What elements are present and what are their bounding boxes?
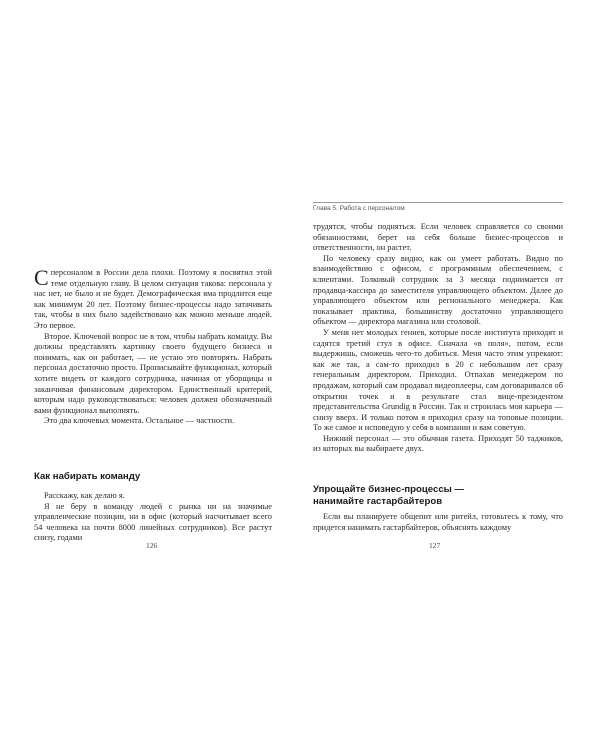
paragraph: Это два ключевых момента. Остальное — частности. xyxy=(44,416,235,426)
paragraph: У меня нет молодых гениев, которые после института приходят и садятся третий стул в офисе. Сначала «в поля», потом, если выдержишь, сможешь чего-то добиться. Меня часто этим упрекают: как же так, а сам-то приходил в 20 с небольшим лет сразу генеральным директором. Приходил. Отпахав менеджером по продажам, который сам продавал видеоплееры, сам договаривался об открытии точек и в результате стал вице-президентом представительства Grundig в России. Так и строилась моя карьера — снизу вверх. И только потом я приходил сразу на топовые позиции. То же самое и исповедую у себя в компании и вам советую. xyxy=(313,327,563,433)
page-number: 127 xyxy=(429,541,441,550)
paragraph: По человеку сразу видно, как он умеет работать. Видно по взаимодействию с офисом, с программным обеспечением, с клиентами. Толковый сотрудник за 3 месяца поднимается от продавца-кассира до заместителя управляющего объектом. Далее до управляющего объектом или регионального менеджера. Как показывает практика, большинству достаточно управляющего объектом — директора магазина или столовой. xyxy=(313,253,563,327)
intro-paragraph xyxy=(34,265,272,332)
running-head: Глава 5. Работа с персоналом xyxy=(313,202,563,212)
paragraph: Второе. Ключевой вопрос не в том, чтобы набрать команду. Вы должны представлять картинку своего будущего бизнеса и понимать, как он работает, — не устаю это повторять. Набрать персонал достаточно просто. Прописывайте функционал, который хотите видеть от каждого сотрудника, начиная от уборщицы и заканчивая финансовым директором. Единственный критерий, которым надо руководствоваться: человек должен обозначенный вами функционал выполнять. xyxy=(34,331,272,415)
left-body-text-2 xyxy=(34,491,272,544)
right-page xyxy=(300,0,600,750)
section-heading: Как набирать команду xyxy=(34,471,141,482)
left-body-text xyxy=(34,265,272,427)
paragraph: Нижний персонал — это обычная газета. Приходят 50 таджиков, из которых вы выбираете двух. xyxy=(313,433,563,454)
paragraph: Расскажу, как делаю я. xyxy=(44,491,125,500)
section-heading xyxy=(313,484,563,507)
intro-text: персоналом в России дела плохи. Поэтому я посвятил этой теме отдельную главу. В целом ситуация такова: персонала у нас нет, не было и не будет. Демографическая яма продлится еще как минимум 20 лет. Поэтому бизнес-процессы надо затачивать так, чтобы в них было задействовано как можно меньше людей. Это первое. xyxy=(34,268,272,330)
paragraph: Если вы планируете общепит или ритейл, готовьтесь к тому, что придется нанимать гастарбайтеров, объяснять каждому xyxy=(313,512,563,532)
paragraph: трудятся, чтобы подняться. Если человек справляется со своими обязанностями, берет на себя больше бизнес-процессов и ответственности, он растет. xyxy=(313,222,563,253)
section-heading-line-2: нанимайте гастарбайтеров xyxy=(313,495,443,507)
right-body-text-2 xyxy=(313,512,563,533)
right-body-text xyxy=(313,222,563,455)
paragraph: Я не беру в команду людей с рынка ни на значимые управленческие позиции, ни в офис (который насчитывает всего 54 человека на почти 8000 линейных сотрудников). Все растут снизу, годами xyxy=(34,501,272,543)
page-number: 126 xyxy=(146,541,158,550)
drop-cap: С xyxy=(34,265,49,290)
section-heading-line-1: Упрощайте бизнес-процессы — xyxy=(313,484,465,495)
